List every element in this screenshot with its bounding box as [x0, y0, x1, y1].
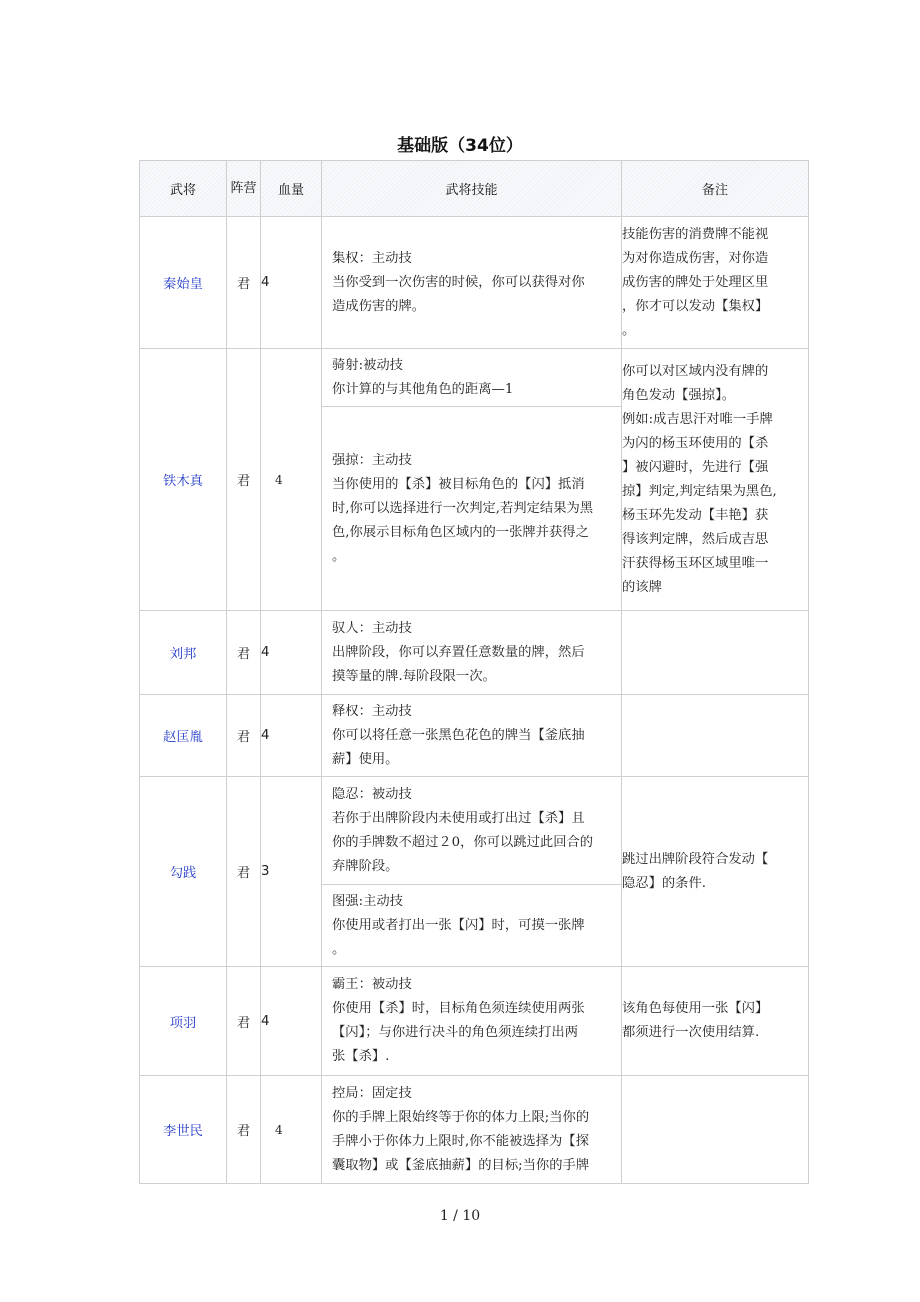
- skill-text-line: 手牌小于你体力上限时,你不能被选择为【探: [332, 1133, 589, 1149]
- note-text-line: 掠】判定,判定结果为黑色,: [622, 483, 777, 499]
- note-text-line: 汗获得杨玉环区域里唯一: [622, 555, 769, 571]
- note-text-line: ，你才可以发动【集权】: [622, 298, 769, 314]
- skill-text-line: 你可以将任意一张黑色花色的牌当【釜底抽: [332, 727, 585, 743]
- table-row: [140, 777, 809, 967]
- skill-block: [322, 777, 621, 884]
- skills-cell: [322, 695, 622, 777]
- note-text-line: 跳过出牌阶段符合发动【: [622, 851, 769, 867]
- note-text-line: 角色发动【强掠】。: [622, 387, 736, 403]
- general-name-link[interactable]: 勾践: [169, 866, 197, 881]
- notes-cell: [622, 1076, 809, 1184]
- skill-text-line: 摸等量的牌.每阶段限一次。: [332, 668, 496, 684]
- table-row: [140, 611, 809, 695]
- note-text-line: 成伤害的牌处于处理区里: [622, 274, 769, 290]
- skill-text-line: 。: [332, 548, 346, 564]
- skill-block: [322, 349, 621, 406]
- skill-text-line: 时,你可以选择进行一次判定,若判定结果为黑: [332, 500, 594, 516]
- faction-cell: 君: [227, 611, 261, 695]
- faction-cell: 君: [227, 777, 261, 967]
- faction-cell: 君: [227, 967, 261, 1076]
- skill-title: 强掠：主动技: [332, 452, 412, 468]
- column-header-faction: 阵营: [227, 161, 261, 217]
- note-text-line: 】被闪避时，先进行【强: [622, 459, 769, 475]
- skill-text-line: 出牌阶段，你可以弃置任意数量的牌，然后: [332, 644, 585, 660]
- skill-block: [322, 884, 621, 966]
- note-text-line: 为对你造成伤害，对你造: [622, 250, 769, 266]
- skill-title: 控局：固定技: [332, 1085, 412, 1101]
- hp-cell: 3: [261, 777, 322, 967]
- skills-cell: [322, 217, 622, 349]
- skill-block: [322, 696, 621, 776]
- table-body: [140, 217, 809, 1184]
- note-text-line: 为闪的杨玉环使用的【杀: [622, 435, 769, 451]
- skill-title: 隐忍：被动技: [332, 786, 412, 802]
- skill-text-line: 你的手牌上限始终等于你的体力上限;当你的: [332, 1109, 590, 1125]
- hp-cell: 4: [261, 695, 322, 777]
- skill-text-line: 你使用【杀】时，目标角色须连续使用两张: [332, 1001, 585, 1016]
- note-text-line: 的该牌: [622, 579, 662, 595]
- general-name-cell: [140, 349, 227, 611]
- skill-text-line: 【闪】；与你进行决斗的角色须连续打出两: [332, 1025, 578, 1040]
- skills-cell: [322, 349, 622, 611]
- note-text-line: 。: [622, 322, 636, 338]
- faction-cell: 君: [227, 217, 261, 349]
- table-row: [140, 695, 809, 777]
- notes-cell: [622, 349, 809, 611]
- general-name-link[interactable]: 铁木真: [163, 474, 203, 489]
- skill-text-line: 张【杀】.: [332, 1049, 390, 1064]
- table-row: [140, 217, 809, 349]
- note-text-line: 例如:成吉思汗对唯一手牌: [622, 411, 773, 427]
- hp-cell: 4: [261, 611, 322, 695]
- faction-cell: 君: [227, 349, 261, 611]
- notes-cell: [622, 695, 809, 777]
- skill-text-line: 薪】使用。: [332, 751, 399, 767]
- notes-cell: [622, 777, 809, 967]
- column-header-notes: 备注: [622, 161, 809, 217]
- skill-title: 释权：主动技: [332, 703, 412, 719]
- skill-text-line: 。: [332, 941, 346, 957]
- page-title: 基础版（34位）: [397, 136, 523, 156]
- skill-text-line: 造成伤害的牌。: [332, 298, 426, 314]
- skill-block: [322, 969, 621, 1073]
- general-name-cell: [140, 777, 227, 967]
- note-text-line: 杨玉环先发动【丰艳】获: [622, 507, 769, 523]
- table-row: [140, 1076, 809, 1184]
- column-header-name: 武将: [140, 161, 227, 217]
- general-name-cell: [140, 967, 227, 1076]
- general-name-cell: [140, 1076, 227, 1184]
- general-name-cell: [140, 611, 227, 695]
- skill-text-line: 你计算的与其他角色的距离—1: [332, 381, 514, 397]
- skill-text-line: 色,你展示目标角色区域内的一张牌并获得之: [332, 524, 589, 540]
- table-row: [140, 349, 809, 611]
- general-name-link[interactable]: 李世民: [163, 1124, 203, 1139]
- faction-cell: 君: [227, 695, 261, 777]
- page-number: 1 / 10: [439, 1208, 481, 1224]
- skills-cell: [322, 611, 622, 695]
- skill-title: 驭人：主动技: [332, 620, 412, 636]
- hp-cell: 4: [261, 217, 322, 349]
- column-header-hp: 血量: [261, 161, 322, 217]
- skill-block: [322, 243, 621, 323]
- skill-title: 图强:主动技: [332, 893, 403, 909]
- skills-cell: [322, 1076, 622, 1184]
- skill-text-line: 囊取物】或【釜底抽薪】的目标;当你的手牌: [332, 1157, 590, 1173]
- hp-cell: 4: [261, 1076, 322, 1184]
- note-text-line: 得该判定牌，然后成吉思: [622, 531, 769, 547]
- skill-block: [322, 1078, 621, 1182]
- general-roster-table: [139, 160, 809, 1184]
- skill-text-line: 你使用或者打出一张【闪】时，可摸一张牌: [332, 917, 585, 933]
- table-header-row: [140, 161, 809, 217]
- notes-cell: [622, 611, 809, 695]
- skill-text-line: 当你使用的【杀】被目标角色的【闪】抵消: [332, 476, 585, 492]
- notes-cell: [622, 967, 809, 1076]
- column-header-skills: 武将技能: [322, 161, 622, 217]
- general-name-link[interactable]: 赵匡胤: [163, 730, 203, 745]
- note-text-line: 你可以对区域内没有牌的: [622, 363, 769, 379]
- skill-block: [322, 613, 621, 693]
- hp-cell: 4: [261, 967, 322, 1076]
- skill-title: 集权：主动技: [332, 250, 412, 266]
- skills-cell: [322, 777, 622, 967]
- skill-block: [322, 406, 621, 610]
- skills-cell: [322, 967, 622, 1076]
- skill-text-line: 弃牌阶段。: [332, 858, 399, 874]
- general-name-cell: [140, 217, 227, 349]
- note-text-line: 隐忍】的条件.: [622, 875, 707, 891]
- skill-text-line: 当你受到一次伤害的时候，你可以获得对你: [332, 274, 585, 290]
- note-text-line: 技能伤害的消费牌不能视: [622, 226, 769, 242]
- skill-text-line: 你的手牌数不超过２0，你可以跳过此回合的: [332, 834, 594, 850]
- table-row: [140, 967, 809, 1076]
- general-name-link[interactable]: 刘邦: [169, 647, 197, 662]
- skill-title: 骑射:被动技: [332, 357, 403, 373]
- note-text-line: 都须进行一次使用结算.: [622, 1025, 760, 1040]
- note-text-line: 该角色每使用一张【闪】: [622, 1001, 769, 1016]
- general-name-cell: [140, 695, 227, 777]
- hp-cell: 4: [261, 349, 322, 611]
- skill-text-line: 若你于出牌阶段内未使用或打出过【杀】且: [332, 810, 585, 826]
- skill-title: 霸王：被动技: [332, 977, 412, 992]
- general-name-link[interactable]: 秦始皇: [163, 277, 203, 292]
- notes-cell: [622, 217, 809, 349]
- general-name-link[interactable]: 项羽: [169, 1015, 197, 1031]
- faction-cell: 君: [227, 1076, 261, 1184]
